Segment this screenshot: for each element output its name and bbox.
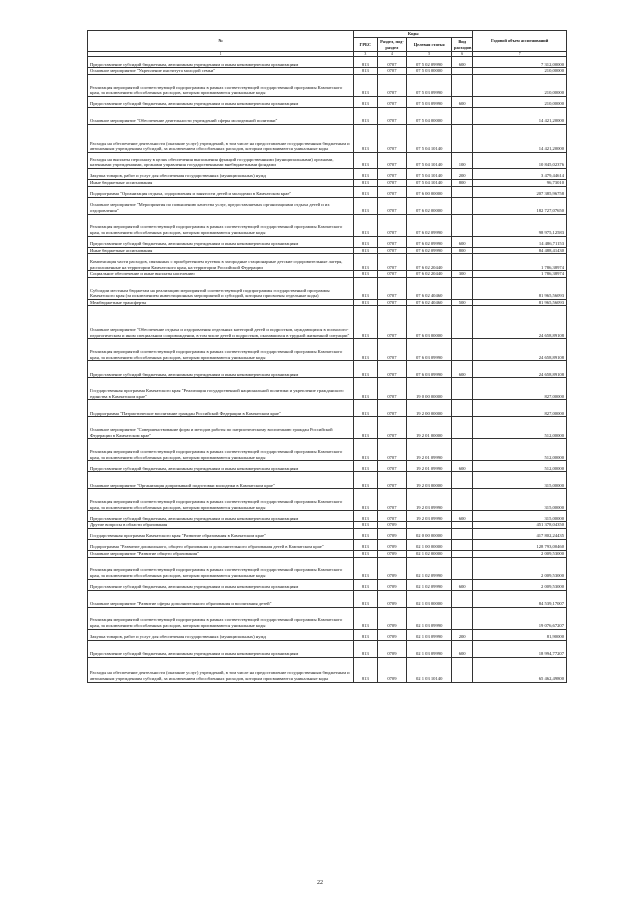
row-expense-type: [452, 590, 473, 607]
row-name: Другие вопросы в области образования: [88, 522, 354, 529]
table-row: [88, 417, 567, 439]
row-target-article: 07 6 02 20440: [407, 271, 452, 278]
row-name: Предоставление субсидий бюджетным, автономным учреждениям и иным некоммерческим организациям: [88, 640, 354, 657]
row-target-article: 07 5 03 00000: [407, 68, 452, 75]
row-name: Подпрограмма "Развитие дошкольного, общего образования и дополнительного образования детей в Камчатском крае": [88, 539, 354, 550]
row-section: 0709: [377, 579, 407, 590]
row-expense-type: [452, 417, 473, 439]
table-row: [88, 125, 567, 153]
row-expense-type: [452, 607, 473, 629]
header-number: №: [88, 31, 354, 52]
row-target-article: 07 5 04 00000: [407, 108, 452, 125]
row-section: 0709: [377, 657, 407, 682]
row-grbs: 813: [354, 169, 377, 180]
row-amount: 315,00000: [473, 472, 567, 489]
header-codes: Коды: [354, 31, 473, 38]
row-target-article: 02 1 02 09990: [407, 579, 452, 590]
table-row: [88, 68, 567, 75]
row-section: 0707: [377, 108, 407, 125]
row-section: 0707: [377, 197, 407, 214]
row-target-article: 19 2 00 00000: [407, 400, 452, 417]
table-row: [88, 169, 567, 180]
column-number: 1: [88, 52, 354, 57]
row-section: 0709: [377, 557, 407, 579]
column-number: 4: [377, 52, 407, 57]
row-expense-type: 600: [452, 579, 473, 590]
column-number: 7: [473, 52, 567, 57]
table-row: [88, 57, 567, 68]
row-expense-type: [452, 277, 473, 299]
row-expense-type: [452, 657, 473, 682]
row-section: 0707: [377, 214, 407, 236]
row-target-article: 07 5 04 10140: [407, 169, 452, 180]
row-grbs: 813: [354, 539, 377, 550]
row-name: Государственная программа Камчатского края "Развитие образования в Камчатском крае": [88, 528, 354, 539]
table-row: [88, 254, 567, 271]
row-amount: 210,00000: [473, 75, 567, 97]
row-expense-type: [452, 214, 473, 236]
row-grbs: 813: [354, 472, 377, 489]
row-target-article: 02 0 00 00000: [407, 528, 452, 539]
row-amount: 417 802,24435: [473, 528, 567, 539]
row-section: 0709: [377, 528, 407, 539]
row-section: 0707: [377, 439, 407, 461]
row-target-article: 07 6 02 40460: [407, 277, 452, 299]
row-section: 0709: [377, 590, 407, 607]
row-section: 0707: [377, 186, 407, 197]
row-grbs: 813: [354, 557, 377, 579]
row-grbs: 813: [354, 75, 377, 97]
row-amount: 14 421,20000: [473, 108, 567, 125]
row-amount: 512,00000: [473, 461, 567, 472]
row-name: Основное мероприятие "Обеспечение отдыха и оздоровления отдельных категорий детей и подростков, нуждающихся в психолого-педагогическом и ином специальном сопровождении, в том числе детей и подростков, оказавшихся в трудной жизненной ситуации": [88, 306, 354, 339]
row-amount: 3 479,44614: [473, 169, 567, 180]
row-grbs: 813: [354, 417, 377, 439]
row-amount: 81 965,56093: [473, 299, 567, 306]
row-name: Реализация мероприятий соответствующей подпрограммы в рамках соответствующей государственной программы Камчатского края, за исключением обособленных расходов, которым присваиваются уникальные коды: [88, 75, 354, 97]
row-expense-type: [452, 439, 473, 461]
table-row: [88, 271, 567, 278]
row-name: Основное мероприятие "Организация допризывной подготовки молодежи в Камчатском крае": [88, 472, 354, 489]
row-name: Реализация мероприятий соответствующей подпрограммы в рамках соответствующей государственной программы Камчатского края, за исключением обособленных расходов, которым присваиваются уникальные коды: [88, 339, 354, 361]
row-expense-type: [452, 75, 473, 97]
table-row: [88, 361, 567, 378]
row-amount: 65 462,49800: [473, 657, 567, 682]
row-grbs: 813: [354, 197, 377, 214]
table-row: [88, 550, 567, 557]
row-target-article: 07 6 02 40460: [407, 299, 452, 306]
row-target-article: 02 1 03 09990: [407, 607, 452, 629]
row-section: 0709: [377, 629, 407, 640]
row-section: 0709: [377, 539, 407, 550]
row-target-article: 19 2 03 09990: [407, 511, 452, 522]
table-row: [88, 197, 567, 214]
row-target-article: 19 0 00 00000: [407, 378, 452, 400]
row-section: 0707: [377, 277, 407, 299]
row-section: 0707: [377, 511, 407, 522]
header-expense-type: Вид расходов: [452, 38, 473, 52]
row-amount: 315,00000: [473, 511, 567, 522]
row-amount: 210,00000: [473, 97, 567, 108]
row-expense-type: 800: [452, 180, 473, 187]
row-target-article: 07 6 02 09990: [407, 236, 452, 247]
row-section: 0709: [377, 522, 407, 529]
table-row: [88, 539, 567, 550]
row-grbs: 813: [354, 68, 377, 75]
row-name: Подпрограмма "Организация отдыха, оздоровления и занятости детей и молодежи в Камчатском крае": [88, 186, 354, 197]
row-amount: 827,00000: [473, 400, 567, 417]
row-section: 0707: [377, 339, 407, 361]
row-expense-type: [452, 108, 473, 125]
row-target-article: [407, 522, 452, 529]
row-name: Основное мероприятие "Мероприятия по повышению качества услуг, предоставляемых организациями отдыха детей и их оздоровления": [88, 197, 354, 214]
row-grbs: 813: [354, 550, 377, 557]
column-number: 5: [407, 52, 452, 57]
row-amount: 207 385,96758: [473, 186, 567, 197]
row-grbs: 813: [354, 629, 377, 640]
row-section: 0707: [377, 361, 407, 378]
row-target-article: 07 5 03 09990: [407, 97, 452, 108]
row-amount: 2 009,53000: [473, 550, 567, 557]
row-amount: 24 658,89108: [473, 361, 567, 378]
header-annual-amount: Годовой объем ассигнований: [473, 31, 567, 52]
table-row: [88, 236, 567, 247]
row-name: Основное мероприятие "Совершенствование форм и методов работы по патриотическому воспитанию граждан Российской Федерации в Камчатском крае": [88, 417, 354, 439]
table-row: [88, 75, 567, 97]
row-target-article: 07 6 03 09990: [407, 339, 452, 361]
table-row: [88, 247, 567, 254]
row-grbs: 813: [354, 439, 377, 461]
row-name: Расходы на выплаты персоналу в целях обеспечения выполнения функций государственными (муниципальными) органами, казенными учреждениями, органами управления государственными внебюджетными фондами: [88, 153, 354, 169]
table-row: [88, 522, 567, 529]
row-name: Предоставление субсидий бюджетным, автономным учреждениям и иным некоммерческим организациям: [88, 511, 354, 522]
row-target-article: 07 6 03 09990: [407, 361, 452, 378]
row-name: Предоставление субсидий бюджетным, автономным учреждениям и иным некоммерческим организациям: [88, 579, 354, 590]
table-row: [88, 378, 567, 400]
row-target-article: 07 6 00 00000: [407, 186, 452, 197]
row-grbs: 813: [354, 57, 377, 68]
row-name: Иные бюджетные ассигнования: [88, 247, 354, 254]
row-expense-type: [452, 68, 473, 75]
table-row: [88, 590, 567, 607]
header-target-article: Целевая статья: [407, 38, 452, 52]
column-number: 6: [452, 52, 473, 57]
table-row: [88, 186, 567, 197]
row-expense-type: 500: [452, 299, 473, 306]
row-expense-type: [452, 186, 473, 197]
table-row: [88, 299, 567, 306]
row-name: Иные бюджетные ассигнования: [88, 180, 354, 187]
row-target-article: 07 5 03 09990: [407, 75, 452, 97]
row-amount: 19 076,67207: [473, 607, 567, 629]
row-target-article: 07 6 02 20440: [407, 254, 452, 271]
row-grbs: 813: [354, 299, 377, 306]
row-name: Основное мероприятие "Укрепление института молодой семьи": [88, 68, 354, 75]
row-grbs: 813: [354, 339, 377, 361]
table-row: [88, 97, 567, 108]
row-name: Реализация мероприятий соответствующей подпрограммы в рамках соответствующей государственной программы Камчатского края, за исключением обособленных расходов, которым присваиваются уникальные коды: [88, 439, 354, 461]
row-name: Предоставление субсидий бюджетным, автономным учреждениям и иным некоммерческим организациям: [88, 236, 354, 247]
row-grbs: 813: [354, 489, 377, 511]
row-grbs: 813: [354, 271, 377, 278]
row-expense-type: 600: [452, 361, 473, 378]
row-target-article: 19 2 03 00000: [407, 472, 452, 489]
row-expense-type: [452, 472, 473, 489]
row-target-article: 07 6 02 09990: [407, 214, 452, 236]
row-target-article: 02 1 03 10140: [407, 657, 452, 682]
row-name: Реализация мероприятий соответствующей подпрограммы в рамках соответствующей государственной программы Камчатского края, за исключением обособленных расходов, которым присваиваются уникальные коды: [88, 557, 354, 579]
row-amount: 1 786,38974: [473, 271, 567, 278]
table-row: [88, 339, 567, 361]
row-amount: 7 312,00000: [473, 57, 567, 68]
row-section: 0707: [377, 299, 407, 306]
row-target-article: 07 5 04 10140: [407, 153, 452, 169]
row-amount: 2 009,53000: [473, 557, 567, 579]
row-name: Закупка товаров, работ и услуг для обеспечения государственных (муниципальных) нужд: [88, 629, 354, 640]
row-expense-type: 600: [452, 640, 473, 657]
row-amount: 512,00000: [473, 417, 567, 439]
row-name: Государственная программа Камчатского края "Реализация государственной национальной политики и укрепление гражданского единства в Камчатском крае": [88, 378, 354, 400]
row-expense-type: [452, 125, 473, 153]
row-grbs: 813: [354, 378, 377, 400]
row-grbs: 813: [354, 522, 377, 529]
row-grbs: 813: [354, 153, 377, 169]
row-amount: 84 488,41430: [473, 247, 567, 254]
row-amount: 81,90000: [473, 629, 567, 640]
row-section: 0707: [377, 461, 407, 472]
row-name: Реализация мероприятий соответствующей подпрограммы в рамках соответствующей государственной программы Камчатского края, за исключением обособленных расходов, которым присваиваются уникальные коды: [88, 489, 354, 511]
row-grbs: 813: [354, 579, 377, 590]
row-amount: 2 009,53000: [473, 579, 567, 590]
row-name: Основное мероприятие "Развитие сферы дополнительного образования и воспитания детей": [88, 590, 354, 607]
row-target-article: 02 1 00 00000: [407, 539, 452, 550]
row-target-article: 07 6 03 00000: [407, 306, 452, 339]
row-grbs: 813: [354, 125, 377, 153]
row-name: Реализация мероприятий соответствующей подпрограммы в рамках соответствующей государственной программы Камчатского края, за исключением обособленных расходов, которым присваиваются уникальные коды: [88, 214, 354, 236]
row-amount: 10 845,02376: [473, 153, 567, 169]
row-expense-type: [452, 522, 473, 529]
row-expense-type: [452, 528, 473, 539]
row-section: 0707: [377, 254, 407, 271]
row-section: 0707: [377, 153, 407, 169]
table-row: [88, 657, 567, 682]
row-name: Основное мероприятие "Развитие общего образования": [88, 550, 354, 557]
row-amount: 96,73010: [473, 180, 567, 187]
row-name: Расходы на обеспечение деятельности (оказание услуг) учреждений, в том числе на предоставление государственным бюджетным и автономным учреждениям субсидий, за исключением обособленных расходов, которым присваиваются уникальные коды: [88, 125, 354, 153]
row-amount: 81 965,56093: [473, 277, 567, 299]
row-section: 0707: [377, 417, 407, 439]
row-section: 0709: [377, 607, 407, 629]
table-row: [88, 400, 567, 417]
row-expense-type: 600: [452, 57, 473, 68]
table-row: [88, 153, 567, 169]
row-name: Социальное обеспечение и иные выплаты населению: [88, 271, 354, 278]
row-section: 0707: [377, 180, 407, 187]
row-target-article: 07 5 04 10140: [407, 125, 452, 153]
row-section: 0707: [377, 489, 407, 511]
row-section: 0707: [377, 169, 407, 180]
row-target-article: 19 2 01 00000: [407, 417, 452, 439]
row-expense-type: 600: [452, 511, 473, 522]
row-grbs: 813: [354, 180, 377, 187]
row-target-article: 02 1 03 00000: [407, 590, 452, 607]
row-expense-type: [452, 254, 473, 271]
table-row: [88, 277, 567, 299]
header-section: Раздел, под-раздел: [377, 38, 407, 52]
row-expense-type: 800: [452, 247, 473, 254]
row-expense-type: 100: [452, 153, 473, 169]
table-row: [88, 640, 567, 657]
row-amount: 24 658,89108: [473, 339, 567, 361]
row-grbs: 813: [354, 277, 377, 299]
row-name: Межбюджетные трансферты: [88, 299, 354, 306]
row-amount: 182 727,07650: [473, 197, 567, 214]
row-section: 0707: [377, 57, 407, 68]
row-target-article: 07 6 02 09990: [407, 247, 452, 254]
table-row: [88, 607, 567, 629]
row-section: 0707: [377, 472, 407, 489]
row-target-article: 07 6 02 00000: [407, 197, 452, 214]
row-grbs: 813: [354, 657, 377, 682]
table-body: [88, 57, 567, 682]
row-section: 0707: [377, 75, 407, 97]
row-amount: 827,00000: [473, 378, 567, 400]
table-row: [88, 439, 567, 461]
row-expense-type: [452, 539, 473, 550]
row-expense-type: 200: [452, 169, 473, 180]
row-section: 0707: [377, 306, 407, 339]
row-grbs: 813: [354, 361, 377, 378]
row-name: Подпрограмма "Патриотическое воспитание граждан Российской Федерации в Камчатском крае": [88, 400, 354, 417]
row-expense-type: 600: [452, 236, 473, 247]
row-section: 0707: [377, 271, 407, 278]
row-target-article: 02 1 02 00000: [407, 550, 452, 557]
table-row: [88, 306, 567, 339]
row-target-article: 07 5 04 10140: [407, 180, 452, 187]
table-row: [88, 528, 567, 539]
row-name: Предоставление субсидий бюджетным, автономным учреждениям и иным некоммерческим организациям: [88, 97, 354, 108]
row-section: 0707: [377, 247, 407, 254]
row-grbs: 813: [354, 97, 377, 108]
row-grbs: 813: [354, 108, 377, 125]
row-name: Предоставление субсидий бюджетным, автономным учреждениям и иным некоммерческим организациям: [88, 57, 354, 68]
row-grbs: 813: [354, 236, 377, 247]
row-expense-type: [452, 197, 473, 214]
row-amount: 315,00000: [473, 489, 567, 511]
row-target-article: 19 2 03 09990: [407, 489, 452, 511]
row-target-article: 02 1 02 09990: [407, 557, 452, 579]
row-amount: 451 378,04350: [473, 522, 567, 529]
row-amount: 210,00000: [473, 68, 567, 75]
row-expense-type: [452, 378, 473, 400]
header-grbs: ГРБС: [354, 38, 377, 52]
page-number: 22: [317, 880, 323, 886]
row-target-article: 07 5 02 09990: [407, 57, 452, 68]
row-grbs: 813: [354, 590, 377, 607]
row-amount: 512,00000: [473, 439, 567, 461]
row-section: 0707: [377, 236, 407, 247]
row-expense-type: 600: [452, 461, 473, 472]
row-grbs: 813: [354, 511, 377, 522]
row-amount: 18 994,77207: [473, 640, 567, 657]
row-name: Предоставление субсидий бюджетным, автономным учреждениям и иным некоммерческим организациям: [88, 461, 354, 472]
row-name: Реализация мероприятий соответствующей подпрограммы в рамках соответствующей государственной программы Камчатского края, за исключением обособленных расходов, которым присваиваются уникальные коды: [88, 607, 354, 629]
row-section: 0707: [377, 378, 407, 400]
row-expense-type: [452, 339, 473, 361]
row-grbs: 813: [354, 214, 377, 236]
row-name: Основное мероприятие "Обеспечение деятельности учреждений сферы молодежной политики": [88, 108, 354, 125]
row-grbs: 813: [354, 461, 377, 472]
row-expense-type: 300: [452, 271, 473, 278]
row-section: 0707: [377, 125, 407, 153]
row-amount: 14 486,71153: [473, 236, 567, 247]
row-target-article: 02 1 03 09990: [407, 629, 452, 640]
row-target-article: 19 2 01 09990: [407, 461, 452, 472]
row-amount: 14 421,20000: [473, 125, 567, 153]
row-name: Предоставление субсидий бюджетным, автономным учреждениям и иным некоммерческим организациям: [88, 361, 354, 378]
row-expense-type: [452, 550, 473, 557]
row-name: Закупка товаров, работ и услуг для обеспечения государственных (муниципальных) нужд: [88, 169, 354, 180]
row-grbs: 813: [354, 186, 377, 197]
table-row: [88, 579, 567, 590]
table-row: [88, 461, 567, 472]
row-grbs: 813: [354, 306, 377, 339]
row-name: Субсидии местным бюджетам на реализацию мероприятий соответствующей подпрограммы государственной программы Камчатского края (за исключением инвестиционных мероприятий и субсидий, которым присвоены отдельные коды): [88, 277, 354, 299]
row-grbs: 813: [354, 254, 377, 271]
row-expense-type: [452, 306, 473, 339]
row-expense-type: [452, 489, 473, 511]
table-row: [88, 108, 567, 125]
row-grbs: 813: [354, 247, 377, 254]
row-grbs: 813: [354, 607, 377, 629]
row-name: Компенсация части расходов, связанных с приобретением путевок в загородные стационарные детские оздоровительные лагеря, расположенные на территории Камчатского края, на территории Российской Федерации: [88, 254, 354, 271]
row-name: Расходы на обеспечение деятельности (оказание услуг) учреждений, в том числе на предоставление государственным бюджетным и автономным учреждениям субсидий, за исключением обособленных расходов, которым присваиваются уникальные коды: [88, 657, 354, 682]
table-row: [88, 180, 567, 187]
row-section: 0709: [377, 640, 407, 657]
row-grbs: 813: [354, 400, 377, 417]
row-section: 0707: [377, 97, 407, 108]
row-section: 0707: [377, 400, 407, 417]
row-expense-type: [452, 400, 473, 417]
row-target-article: 02 1 03 09990: [407, 640, 452, 657]
table-row: [88, 629, 567, 640]
row-target-article: 19 2 01 09990: [407, 439, 452, 461]
row-expense-type: 600: [452, 97, 473, 108]
row-amount: 128 793,00460: [473, 539, 567, 550]
row-amount: 84 539,17007: [473, 590, 567, 607]
column-number: 3: [354, 52, 377, 57]
table-row: [88, 511, 567, 522]
row-expense-type: [452, 557, 473, 579]
table-header: [88, 31, 567, 57]
row-amount: 98 975,12583: [473, 214, 567, 236]
row-expense-type: 200: [452, 629, 473, 640]
row-grbs: 813: [354, 640, 377, 657]
row-amount: 1 786,38974: [473, 254, 567, 271]
table-row: [88, 557, 567, 579]
row-section: 0707: [377, 68, 407, 75]
row-amount: 24 658,89108: [473, 306, 567, 339]
budget-table: [87, 30, 567, 683]
table-row: [88, 472, 567, 489]
row-grbs: 813: [354, 528, 377, 539]
row-section: 0709: [377, 550, 407, 557]
table-row: [88, 214, 567, 236]
table-row: [88, 489, 567, 511]
